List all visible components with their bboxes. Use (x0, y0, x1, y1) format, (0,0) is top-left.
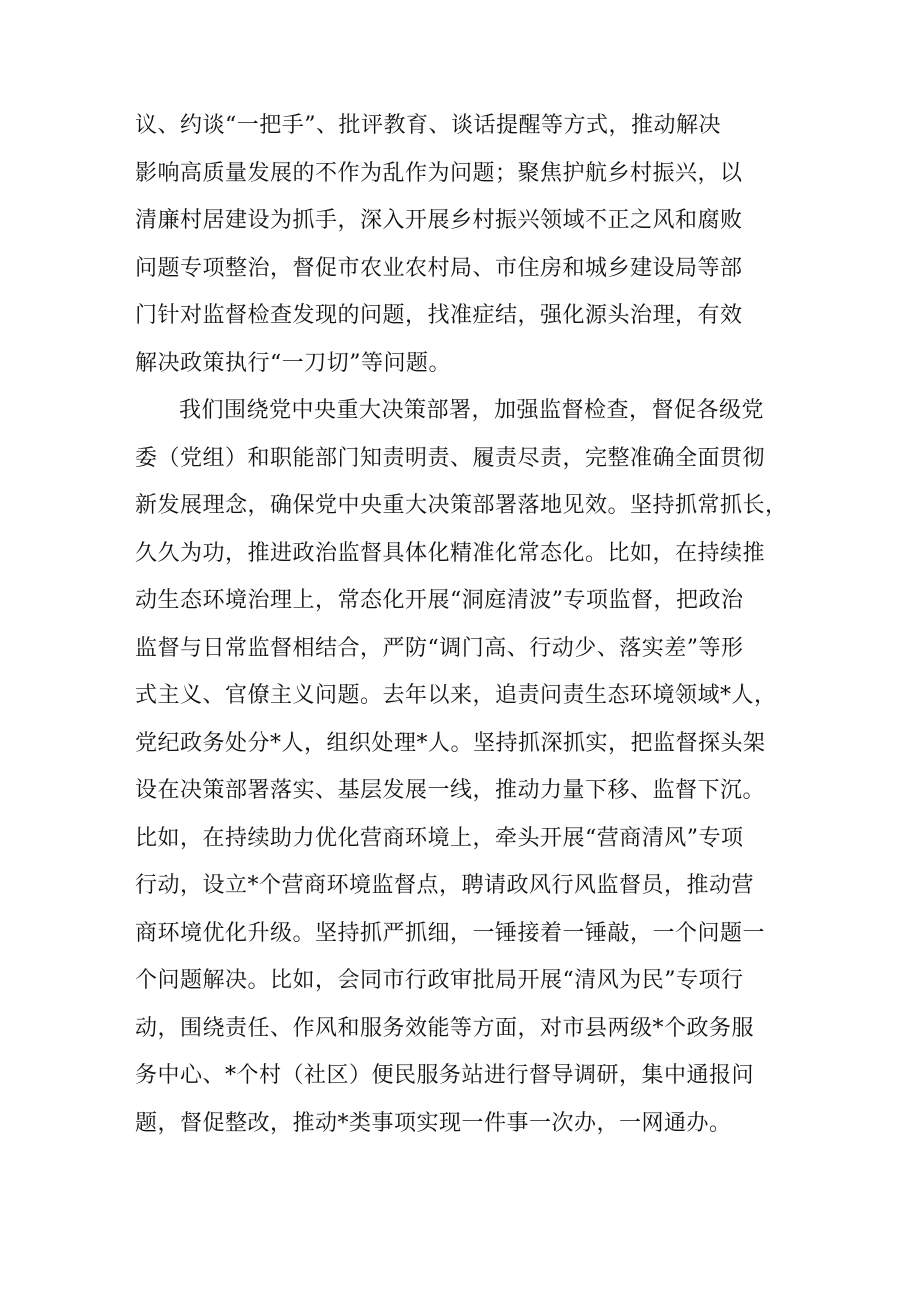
text-line: 设在决策部署落实、基层发展一线，推动力量下移、监督下沉。 (135, 778, 766, 803)
text-line: 党纪政务处分*人，组织处理*人。坚持抓深抓实，把监督探头架 (135, 730, 766, 756)
text-line: 问题专项整治，督促市农业农村局、市住房和城乡建设局等部 (135, 255, 743, 281)
text-line: 我们围绕党中央重大决策部署，加强监督检查，督促各级党 (179, 398, 765, 423)
paragraph-1 (135, 102, 795, 387)
text-line: 商环境优化升级。坚持抓严抓细，一锤接着一锤敲，一个问题一 (135, 920, 766, 946)
text-line: 久久为功，推进政治监督具体化精准化常态化。比如，在持续推 (135, 540, 766, 566)
text-line: 监督与日常监督相结合，严防“调门高、行动少、落实差”等形 (135, 635, 744, 661)
text-line: 解决政策执行“一刀切”等问题。 (135, 350, 451, 376)
text-line: 动生态环境治理上，常态化开展“洞庭清波”专项监督，把政治 (135, 588, 744, 613)
document-body (135, 102, 795, 1147)
text-line: 门针对监督检查发现的问题，找准症结，强化源头治理，有效 (135, 303, 743, 328)
text-line: 动，围绕责任、作风和服务效能等方面，对市县两级*个政务服 (135, 1015, 755, 1041)
text-line: 议、约谈“一把手”、批评教育、谈话提醒等方式，推动解决 (135, 113, 721, 138)
text-line: 务中心、*个村（社区）便民服务站进行督导调研，集中通报问 (135, 1063, 755, 1088)
text-line: 个问题解决。比如，会同市行政审批局开展“清风为民”专项行 (135, 968, 744, 993)
text-line: 题，督促整改，推动*类事项实现一件事一次办，一网通办。 (135, 1110, 732, 1136)
text-line: 式主义、官僚主义问题。去年以来，追责问责生态环境领域*人， (135, 683, 777, 708)
text-line: 影响高质量发展的不作为乱作为问题；聚焦护航乡村振兴，以 (135, 160, 743, 186)
text-line: 新发展理念，确保党中央重大决策部署落地见效。坚持抓常抓长， (135, 493, 788, 518)
paragraph-2 (135, 387, 795, 1147)
text-line: 行动，设立*个营商环境监督点，聘请政风行风监督员，推动营 (135, 873, 755, 898)
text-line: 委（党组）和职能部门知责明责、履责尽责，完整准确全面贯彻 (135, 445, 766, 471)
text-line: 清廉村居建设为抓手，深入开展乡村振兴领域不正之风和腐败 (135, 208, 743, 233)
text-line: 比如，在持续助力优化营商环境上，牵头开展“营商清风”专项 (135, 825, 744, 851)
